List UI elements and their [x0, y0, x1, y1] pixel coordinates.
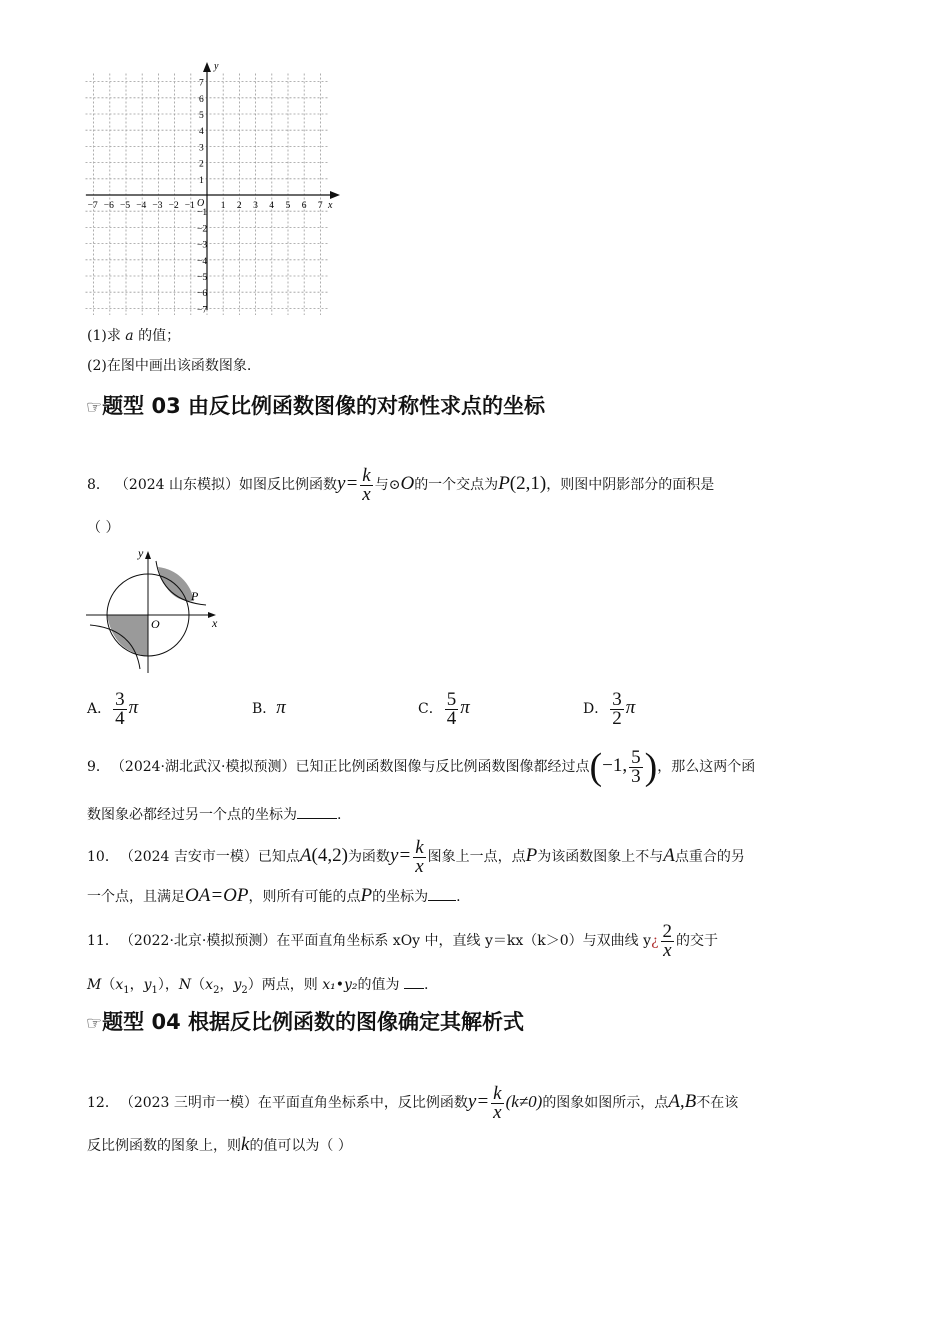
- option-b-letter: B．: [252, 701, 277, 717]
- x-tick-label: 3: [253, 201, 258, 211]
- x-tick-label: 2: [236, 201, 242, 211]
- pointing-hand-icon: ☞: [86, 1013, 103, 1034]
- q11-point-m: M: [87, 977, 102, 993]
- y-tick-label: 2: [199, 159, 204, 170]
- q9-line-2: 数图象必都经过另一个点的坐标为: [87, 807, 297, 823]
- q11-fraction: [661, 920, 675, 961]
- fig8-origin-label: O: [151, 617, 160, 631]
- option-d-pi: π: [625, 697, 636, 718]
- q11-frac-den: x: [663, 939, 672, 961]
- q8-after-o: 的一个交点为: [414, 477, 499, 493]
- q10-line-2b: ，则所有可能的点: [248, 889, 361, 905]
- q10-number: 10．: [87, 849, 119, 865]
- option-c[interactable]: [418, 686, 470, 730]
- q10-point-a-2: A: [663, 845, 675, 866]
- option-a-num: 3: [115, 688, 125, 710]
- x-tick-label: −5: [120, 201, 131, 211]
- q9-frac-num: 5: [631, 746, 641, 768]
- part-1-suffix: 的值；: [133, 328, 181, 344]
- section-04-title: 题型 04 根据反比例函数的图像确定其解析式: [102, 1010, 524, 1034]
- option-b[interactable]: [252, 686, 286, 730]
- q11-y2: y: [233, 977, 242, 993]
- q9-tail: ，那么这两个函: [657, 759, 756, 775]
- q12-number: 12．: [87, 1095, 119, 1111]
- q10-a-coords: (4,2): [311, 845, 348, 866]
- q10-end: .: [456, 889, 461, 905]
- part-1-prefix: (1)求: [87, 328, 126, 344]
- q11-x1-sub: 1: [123, 984, 130, 996]
- q10-frac-den: x: [415, 855, 424, 877]
- y-tick-label: −2: [197, 224, 208, 235]
- q8-point-coords: (2,1): [509, 473, 547, 494]
- question-10-line-1: [87, 830, 745, 882]
- y-tick-label: 6: [199, 94, 204, 105]
- origin-label: O: [197, 198, 205, 209]
- q12-points-ab: A,B: [668, 1091, 697, 1112]
- question-11-line-2: $M(x_1$，$y_1$），$N(x_2$，$y_2$）两点，则 x₁•y₂的值为 .: [87, 974, 428, 1001]
- q8-source: （2024 山东模拟）如图反比例函数: [121, 477, 338, 493]
- q10-y-eq: y=: [389, 845, 412, 866]
- y-tick-label: −4: [197, 256, 208, 267]
- q8-frac-num: k: [362, 464, 371, 486]
- pointing-hand-icon: ☞: [86, 397, 103, 418]
- y-tick-label: −6: [197, 289, 208, 300]
- q9-answer-blank[interactable]: [297, 804, 337, 819]
- option-c-den: 4: [446, 707, 457, 729]
- question-12-line-1: [87, 1076, 738, 1128]
- section-03-title: 题型 03 由反比例函数图像的对称性求点的坐标: [102, 394, 545, 418]
- y-tick-label: 7: [199, 78, 204, 89]
- q12-line-2-tail: 的值可以为（ ）: [249, 1138, 352, 1154]
- option-b-pi: π: [276, 697, 286, 718]
- option-c-fraction: [445, 688, 459, 729]
- q11-point-n: N: [178, 977, 192, 993]
- x-axis-arrow-icon: [330, 191, 340, 199]
- q11-y2-sub: 2: [241, 984, 248, 996]
- x-tick-label: −3: [152, 201, 163, 211]
- q10-equation: OA=OP: [185, 885, 249, 906]
- q10-mid-1: 为函数: [347, 849, 390, 865]
- fig8-x-label: x: [212, 616, 218, 630]
- q8-number: 8．: [87, 477, 110, 493]
- q8-y-eq: y=: [337, 473, 359, 494]
- x-tick-label: −7: [87, 201, 98, 211]
- q9-text: （2024·湖北武汉·模拟预测）已知正比例函数图像与反比例函数图像都经过点: [117, 759, 590, 775]
- q11-x2-sub: 2: [213, 984, 220, 996]
- question-12-line-2: [87, 1135, 352, 1156]
- q9-frac-den: 3: [631, 765, 641, 787]
- question-9-line-1: [87, 740, 755, 792]
- question-11-line-1: [87, 915, 718, 967]
- q10-answer-blank[interactable]: [428, 886, 456, 901]
- y-tick-label: 4: [199, 127, 204, 138]
- option-a-letter: A．: [87, 701, 112, 717]
- part-1: [87, 326, 180, 346]
- q12-line-2: 反比例函数的图象上，则: [87, 1138, 241, 1154]
- q12-fraction: [491, 1082, 503, 1123]
- option-d-letter: D．: [583, 701, 609, 717]
- option-c-num: 5: [446, 688, 457, 710]
- x-tick-label: −2: [168, 201, 179, 211]
- q10-fraction: [413, 836, 425, 877]
- option-c-letter: C．: [418, 701, 443, 717]
- fig8-y-arrow-icon: [145, 551, 151, 559]
- section-03-heading: [86, 390, 545, 420]
- option-d-fraction: [610, 688, 624, 729]
- x-tick-label: 5: [285, 201, 291, 211]
- q9-end: .: [337, 807, 342, 823]
- x-tick-label: 6: [301, 201, 307, 211]
- q10-mid-2: 图象上一点，点: [427, 849, 526, 865]
- x-tick-label: 1: [220, 201, 226, 211]
- y-tick-label: 3: [199, 143, 204, 154]
- q8-frac-den: x: [362, 483, 371, 505]
- q12-y-eq: y=: [467, 1091, 490, 1112]
- x-tick-label: −6: [103, 201, 114, 211]
- question-8-line: [87, 458, 714, 510]
- y-axis-label: y: [214, 61, 219, 72]
- q11-frac-num: 2: [662, 920, 673, 942]
- q10-frac-num: k: [415, 836, 424, 858]
- q9-paren-close: ): [644, 746, 658, 788]
- q11-line-2-tail: 的值为: [357, 977, 400, 993]
- fig8-point-p-label: P: [191, 589, 199, 603]
- y-tick-label: −7: [197, 305, 208, 315]
- y-tick-label: −5: [197, 273, 208, 283]
- fig8-y-label: y: [138, 546, 144, 560]
- q9-point-fraction: [629, 746, 643, 787]
- q11-number: 11．: [87, 933, 119, 949]
- option-d[interactable]: [583, 686, 635, 730]
- y-tick-label: 5: [199, 111, 204, 121]
- section-04-heading: [86, 1006, 524, 1036]
- x-tick-label: 7: [317, 201, 323, 211]
- q10-point-a: A: [299, 845, 312, 866]
- q11-x1: x: [115, 977, 124, 993]
- y-tick-label: 1: [199, 175, 204, 186]
- coordinate-grid-figure: [80, 55, 350, 315]
- q12-source: （2023 三明市一模）在平面直角坐标系中，反比例函数: [126, 1095, 468, 1111]
- x-tick-label: 4: [269, 201, 275, 211]
- q8-tail: ，则图中阴影部分的面积是: [546, 477, 715, 493]
- q8-point-p: P: [498, 473, 510, 494]
- q11-end: .: [423, 977, 429, 993]
- q10-point-p-2: P: [360, 885, 373, 906]
- q10-point-p: P: [525, 845, 538, 866]
- y-tick-label: −1: [197, 208, 208, 219]
- q8-answer-bracket: （ ）: [87, 520, 120, 536]
- shaded-region-lower: [107, 615, 148, 656]
- q10-tail: 点重合的另: [674, 849, 745, 865]
- q12-tail: 不在该: [696, 1095, 739, 1111]
- q9-point-x: −1,: [602, 755, 628, 776]
- x-tick-label: −4: [136, 201, 147, 211]
- q11-glyph: ¿: [651, 933, 659, 949]
- q12-k: k: [241, 1134, 250, 1155]
- q8-mid: 与⊙: [374, 477, 401, 493]
- q11-answer-blank[interactable]: [404, 974, 424, 989]
- q11-x2: x: [205, 977, 214, 993]
- q8-fraction: [360, 464, 372, 505]
- q12-frac-den: x: [493, 1101, 502, 1123]
- question-9-line-2: [87, 804, 341, 825]
- part-1-var: a: [125, 328, 134, 344]
- option-d-num: 3: [612, 688, 622, 710]
- circle-hyperbola-figure: [82, 545, 227, 680]
- q9-paren-open: (: [589, 746, 603, 788]
- option-d-den: 2: [612, 707, 622, 729]
- q8-circle-o: O: [400, 473, 415, 494]
- option-a-pi: π: [128, 697, 139, 718]
- option-c-pi: π: [460, 697, 470, 718]
- q10-line-2c: 的坐标为: [372, 889, 429, 905]
- q10-line-2a: 一个点，且满足: [87, 889, 185, 905]
- q9-number: 9．: [87, 759, 110, 775]
- q10-mid-3: 为该函数图象上不与: [537, 849, 664, 865]
- q11-y1-sub: 1: [151, 984, 158, 996]
- question-10-line-2: [87, 886, 461, 907]
- option-a[interactable]: [87, 686, 138, 730]
- q12-frac-num: k: [493, 1082, 502, 1104]
- q11-product: x₁•y₂: [322, 977, 358, 993]
- option-a-den: 4: [115, 707, 125, 729]
- q11-tail: 的交于: [676, 933, 719, 949]
- q11-mid: 两点，则: [261, 977, 318, 993]
- y-tick-label: −3: [197, 240, 208, 251]
- q10-source: （2024 吉安市一模）已知点: [126, 849, 300, 865]
- x-axis-label: x: [328, 200, 333, 211]
- q12-condition: (k≠0): [505, 1092, 543, 1111]
- x-tick-label: −1: [184, 201, 195, 211]
- option-a-fraction: [113, 688, 127, 729]
- q11-y1: y: [143, 977, 152, 993]
- q12-mid: 的图象如图所示，点: [542, 1095, 669, 1111]
- y-axis-arrow-icon: [203, 62, 211, 72]
- q11-text: （2022·北京·模拟预测）在平面直角坐标系 xOy 中，直线 y＝kx（k＞0）与双曲线 y: [126, 933, 652, 949]
- part-2: (2)在图中画出该函数图象.: [87, 358, 252, 374]
